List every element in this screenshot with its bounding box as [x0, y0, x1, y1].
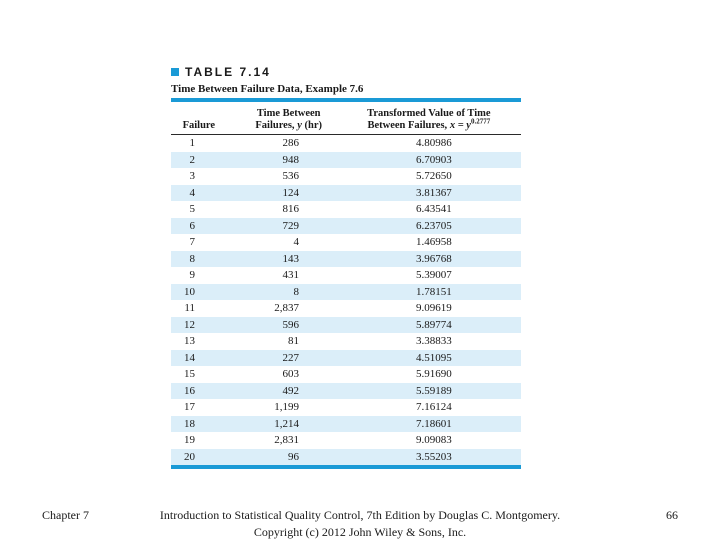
header-time-var: y — [297, 120, 302, 131]
table-row — [171, 152, 521, 169]
table-body — [171, 135, 521, 465]
table-row — [171, 251, 521, 268]
table-row — [171, 201, 521, 218]
transformed-value-cell: 9.09083 — [416, 434, 452, 446]
time-between-failures-cell: 1,199 — [274, 401, 299, 413]
table-figure — [171, 64, 521, 469]
table-number: TABLE 7.14 — [185, 65, 271, 79]
transformed-value-cell: 9.09619 — [416, 302, 452, 314]
table-row — [171, 333, 521, 350]
failure-cell: 13 — [184, 335, 195, 347]
failure-cell: 6 — [189, 219, 195, 232]
header-time-line1: Time Between — [256, 108, 321, 119]
transformed-value-cell: 4.80986 — [416, 137, 452, 149]
failure-cell: 11 — [184, 302, 195, 314]
time-between-failures-cell: 143 — [282, 252, 299, 265]
table-row — [171, 234, 521, 251]
table-row — [171, 416, 521, 433]
time-between-failures-cell: 81 — [288, 335, 299, 347]
table-row — [171, 366, 521, 383]
header-time-between-failures — [241, 102, 337, 134]
transformed-value-cell: 3.38833 — [416, 335, 452, 347]
failure-cell: 3 — [189, 170, 195, 182]
transformed-value-cell: 5.59189 — [416, 384, 452, 397]
time-between-failures-cell: 2,831 — [274, 434, 299, 446]
footer-page-number: 66 — [666, 508, 678, 522]
transformed-value-cell: 5.39007 — [416, 269, 452, 281]
time-between-failures-cell: 286 — [282, 137, 299, 149]
time-between-failures-cell: 431 — [282, 269, 299, 281]
table-row — [171, 449, 521, 466]
time-between-failures-cell: 2,837 — [274, 302, 299, 314]
time-between-failures-cell: 4 — [293, 236, 299, 248]
header-time-unit: (hr) — [304, 120, 322, 131]
table-row — [171, 350, 521, 367]
transformed-value-cell: 3.81367 — [416, 186, 452, 199]
failure-cell: 18 — [184, 417, 195, 430]
failure-cell: 7 — [189, 236, 195, 248]
transformed-value-cell: 5.91690 — [416, 368, 452, 380]
time-between-failures-cell: 816 — [282, 203, 299, 215]
blue-square-icon — [171, 68, 179, 76]
transformed-value-cell: 6.43541 — [416, 203, 452, 215]
header-failure-label: Failure — [182, 120, 216, 131]
time-between-failures-cell: 227 — [282, 351, 299, 364]
transformed-value-cell: 1.78151 — [416, 285, 452, 298]
header-trans-line2 — [367, 117, 491, 132]
time-between-failures-cell: 96 — [288, 450, 299, 463]
failure-cell: 5 — [189, 203, 195, 215]
time-between-failures-cell: 948 — [282, 153, 299, 166]
transformed-value-cell: 7.16124 — [416, 401, 452, 413]
time-between-failures-cell: 492 — [282, 384, 299, 397]
time-between-failures-cell: 124 — [282, 186, 299, 199]
transformed-value-cell: 4.51095 — [416, 351, 452, 364]
failure-cell: 1 — [189, 137, 195, 149]
transformed-value-cell: 1.46958 — [416, 236, 452, 248]
table-row — [171, 399, 521, 416]
time-between-failures-cell: 536 — [282, 170, 299, 182]
transformed-value-cell: 3.55203 — [416, 450, 452, 463]
table-row — [171, 135, 521, 152]
time-between-failures-cell: 729 — [282, 219, 299, 232]
table-row — [171, 300, 521, 317]
table-row — [171, 383, 521, 400]
header-transformed-value — [337, 102, 521, 134]
failure-cell: 15 — [184, 368, 195, 380]
table-row — [171, 218, 521, 235]
table-row — [171, 432, 521, 449]
header-trans-prefix: Between Failures, — [367, 120, 448, 131]
failure-cell: 10 — [184, 285, 195, 298]
time-between-failures-cell: 8 — [293, 285, 299, 298]
table-row — [171, 267, 521, 284]
failure-cell: 16 — [184, 384, 195, 397]
table-row — [171, 168, 521, 185]
table-header-row — [171, 102, 521, 135]
failure-cell: 19 — [184, 434, 195, 446]
transformed-value-cell: 6.70903 — [416, 153, 452, 166]
footer-citation — [140, 507, 580, 541]
header-trans-exponent: 0.2777 — [470, 117, 491, 126]
table-caption: Time Between Failure Data, Example 7.6 — [171, 83, 364, 95]
table-row — [171, 284, 521, 301]
footer-chapter: Chapter 7 — [42, 508, 89, 522]
data-table — [171, 98, 521, 469]
transformed-value-cell: 7.18601 — [416, 417, 452, 430]
time-between-failures-cell: 596 — [282, 318, 299, 331]
header-time-line2 — [255, 120, 322, 132]
table-label-row — [171, 64, 521, 80]
table-row — [171, 317, 521, 334]
transformed-value-cell: 5.89774 — [416, 318, 452, 331]
header-time-prefix: Failures, — [255, 120, 295, 131]
transformed-value-cell: 5.72650 — [416, 170, 452, 182]
header-trans-formula: x = y — [449, 120, 471, 131]
failure-cell: 20 — [184, 450, 195, 463]
header-failure — [171, 102, 241, 134]
footer-citation-line1: Introduction to Statistical Quality Control, 7th Edition by Douglas C. Montgomery. — [159, 508, 561, 522]
transformed-value-cell: 6.23705 — [416, 219, 452, 232]
failure-cell: 8 — [189, 252, 195, 265]
transformed-value-cell: 3.96768 — [416, 252, 452, 265]
time-between-failures-cell: 1,214 — [274, 417, 299, 430]
failure-cell: 2 — [189, 153, 195, 166]
header-trans-line1: Transformed Value of Time — [367, 108, 491, 119]
failure-cell: 4 — [189, 186, 195, 199]
failure-cell: 12 — [184, 318, 195, 331]
failure-cell: 9 — [189, 269, 195, 281]
failure-cell: 14 — [184, 351, 195, 364]
time-between-failures-cell: 603 — [282, 368, 299, 380]
footer-citation-line2: Copyright (c) 2012 John Wiley & Sons, Inc. — [253, 525, 467, 539]
failure-cell: 17 — [184, 401, 195, 413]
table-row — [171, 185, 521, 202]
